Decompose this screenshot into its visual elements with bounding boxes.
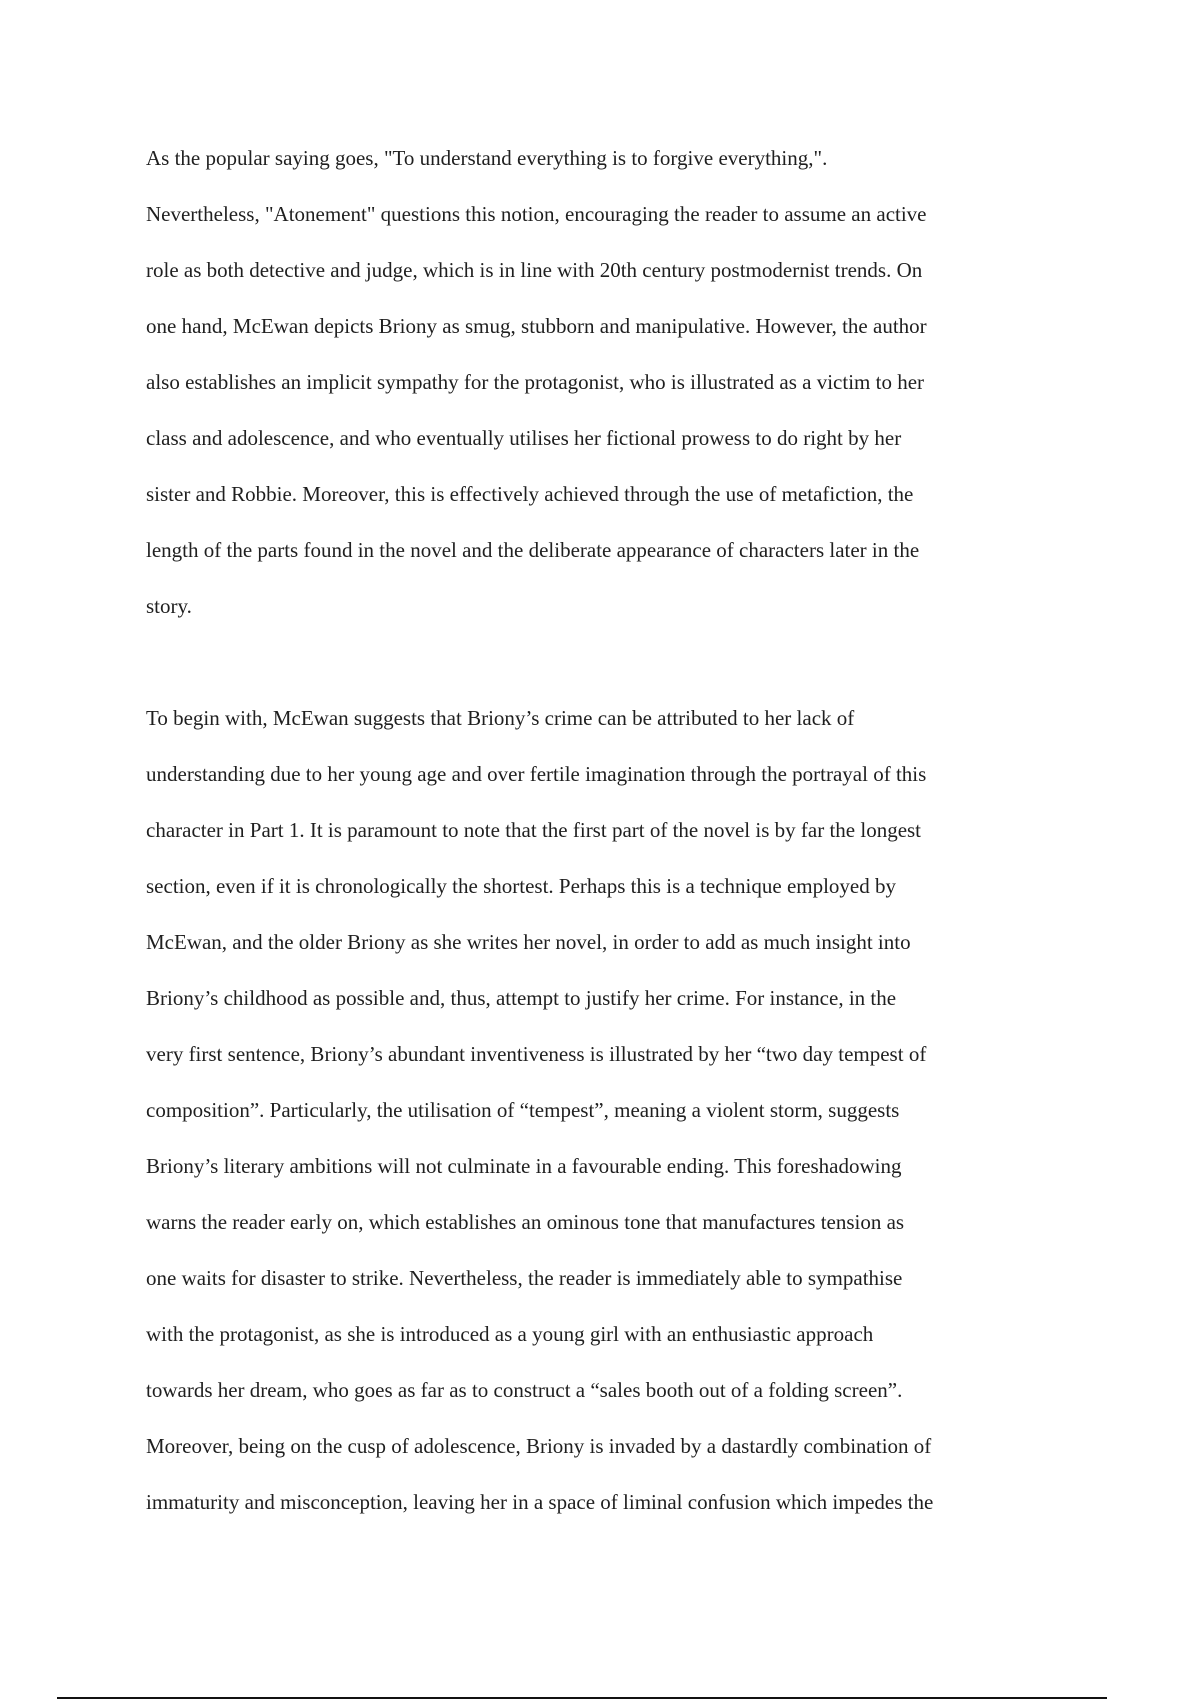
text-line: length of the parts found in the novel and the deliberate appearance of characters later in the	[146, 538, 920, 562]
text-line: composition”. Particularly, the utilisation of “tempest”, meaning a violent storm, suggests	[146, 1098, 900, 1122]
text-line: To begin with, McEwan suggests that Briony’s crime can be attributed to her lack of	[146, 706, 855, 730]
text-line: immaturity and misconception, leaving her in a space of liminal confusion which impedes the	[146, 1490, 934, 1514]
text-line: character in Part 1. It is paramount to note that the first part of the novel is by far the longest	[146, 818, 922, 842]
text-line: towards her dream, who goes as far as to construct a “sales booth out of a folding screen”.	[146, 1378, 903, 1402]
text-line: role as both detective and judge, which is in line with 20th century postmodernist trends. On	[146, 258, 923, 282]
text-line: Moreover, being on the cusp of adolescence, Briony is invaded by a dastardly combination of	[146, 1434, 932, 1458]
text-line: Briony’s literary ambitions will not culminate in a favourable ending. This foreshadowing	[146, 1154, 902, 1178]
text-line: Briony’s childhood as possible and, thus, attempt to justify her crime. For instance, in the	[146, 986, 897, 1010]
text-line: also establishes an implicit sympathy for the protagonist, who is illustrated as a victim to her	[146, 370, 925, 394]
text-line: sister and Robbie. Moreover, this is effectively achieved through the use of metafiction, the	[146, 482, 914, 506]
text-line: one hand, McEwan depicts Briony as smug, stubborn and manipulative. However, the author	[146, 314, 927, 338]
text-line: Nevertheless, "Atonement" questions this notion, encouraging the reader to assume an active	[146, 202, 927, 226]
text-line: very first sentence, Briony’s abundant inventiveness is illustrated by her “two day tempest of	[146, 1042, 927, 1066]
text-line: warns the reader early on, which establishes an ominous tone that manufactures tension as	[146, 1210, 905, 1234]
text-line: understanding due to her young age and over fertile imagination through the portrayal of this	[146, 762, 927, 786]
text-line: class and adolescence, and who eventually utilises her fictional prowess to do right by her	[146, 426, 902, 450]
page-bottom-rule	[57, 1697, 1107, 1699]
text-line: one waits for disaster to strike. Nevertheless, the reader is immediately able to sympathise	[146, 1266, 903, 1290]
text-line: As the popular saying goes, "To understand everything is to forgive everything,".	[146, 146, 828, 170]
text-line: with the protagonist, as she is introduced as a young girl with an enthusiastic approach	[146, 1322, 874, 1346]
text-line: section, even if it is chronologically the shortest. Perhaps this is a technique employed by	[146, 874, 897, 898]
text-line: story.	[146, 594, 192, 618]
text-line: McEwan, and the older Briony as she writes her novel, in order to add as much insight into	[146, 930, 911, 954]
